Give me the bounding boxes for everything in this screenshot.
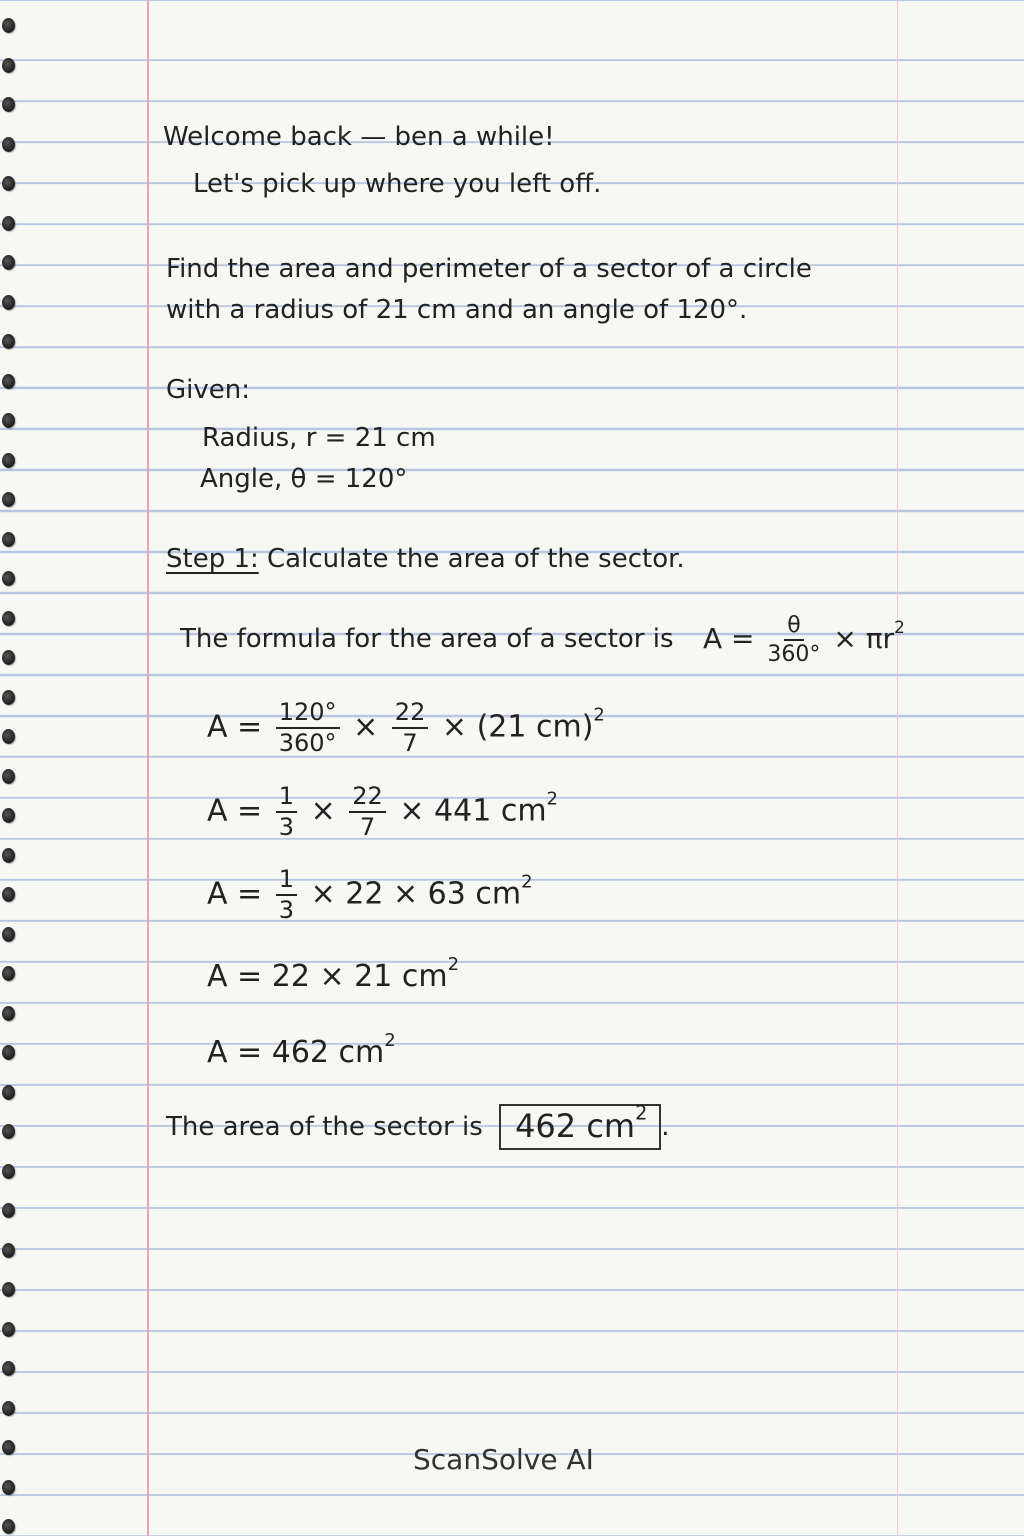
calc-rest: × 22 × 63 cm <box>310 876 522 912</box>
binding-hole <box>2 97 15 112</box>
binding-hole <box>2 1361 15 1376</box>
calc-lhs: A = <box>207 709 263 745</box>
problem-line-2: with a radius of 21 cm and an angle of 120°. <box>166 295 748 325</box>
binding-hole <box>2 966 15 981</box>
binding-hole <box>2 334 15 349</box>
calc-fraction-1 <box>276 784 297 840</box>
spiral-binding <box>0 0 20 1536</box>
calc-rest: 462 cm <box>271 1035 385 1070</box>
binding-hole <box>2 1440 15 1455</box>
calc-row-4 <box>207 953 460 994</box>
footer-brand: ScanSolve AI <box>413 1443 594 1476</box>
fraction-denominator: 3 <box>278 896 295 925</box>
sector-area-formula <box>703 614 905 666</box>
formula-exponent: 2 <box>894 616 905 637</box>
conclusion-period: . <box>661 1112 670 1142</box>
operator: × <box>310 793 336 829</box>
fraction-numerator: 1 <box>276 784 297 813</box>
binding-hole <box>2 1203 15 1218</box>
binding-hole <box>2 729 15 744</box>
binding-hole <box>2 1322 15 1337</box>
answer-exponent: 2 <box>635 1101 648 1125</box>
calc-fraction-2 <box>392 700 429 756</box>
exponent: 2 <box>384 1029 396 1051</box>
binding-hole <box>2 295 15 310</box>
binding-hole <box>2 1519 15 1534</box>
binding-hole <box>2 137 15 152</box>
binding-hole <box>2 1401 15 1416</box>
fraction-numerator: 120° <box>276 700 340 729</box>
binding-hole <box>2 374 15 389</box>
formula-intro: The formula for the area of a sector is <box>180 624 674 654</box>
calc-rest: × 441 cm <box>399 793 547 829</box>
step-1-label: Step 1: <box>166 544 259 574</box>
calc-rest: 22 × 21 cm <box>271 959 448 994</box>
left-margin-line <box>147 0 149 1536</box>
binding-hole <box>2 808 15 823</box>
binding-hole <box>2 611 15 626</box>
binding-hole <box>2 58 15 73</box>
fraction-denominator: 360° <box>278 729 337 758</box>
binding-hole <box>2 1045 15 1060</box>
operator: × <box>353 709 379 745</box>
calc-fraction-1 <box>276 700 340 756</box>
formula-denominator: 360° <box>767 642 821 668</box>
binding-hole <box>2 453 15 468</box>
binding-hole <box>2 1243 15 1258</box>
problem-line-1: Find the area and perimeter of a sector of a circle <box>166 254 812 284</box>
calc-row-3 <box>207 867 533 923</box>
calc-lhs: A = <box>207 793 263 829</box>
fraction-denominator: 3 <box>278 813 295 842</box>
fraction-denominator: 7 <box>402 729 418 758</box>
binding-hole <box>2 255 15 270</box>
binding-hole <box>2 1282 15 1297</box>
calc-rest: × (21 cm) <box>441 709 594 745</box>
binding-hole <box>2 769 15 784</box>
binding-hole <box>2 571 15 586</box>
given-radius: Radius, r = 21 cm <box>202 423 436 453</box>
binding-hole <box>2 1164 15 1179</box>
calc-row-5 <box>207 1029 396 1070</box>
step-1-heading <box>166 546 685 572</box>
binding-hole <box>2 1480 15 1495</box>
calc-lhs: A = <box>207 876 263 912</box>
binding-hole <box>2 18 15 33</box>
calc-lhs: A = <box>207 1035 263 1070</box>
binding-hole <box>2 650 15 665</box>
exponent: 2 <box>546 788 558 810</box>
formula-lhs: A = <box>703 622 755 656</box>
fraction-numerator: 22 <box>392 700 429 729</box>
answer-value: 462 cm <box>515 1107 636 1145</box>
calc-lhs: A = <box>207 959 263 994</box>
greeting-line-1: Welcome back — ben a while! <box>163 122 555 152</box>
fraction-numerator: 1 <box>276 867 297 896</box>
greeting-line-2: Let's pick up where you left off. <box>193 169 602 199</box>
fraction-numerator: 22 <box>349 784 386 813</box>
exponent: 2 <box>521 871 533 893</box>
calc-row-2 <box>207 784 558 840</box>
binding-hole <box>2 927 15 942</box>
answer-box <box>499 1101 661 1150</box>
binding-hole <box>2 413 15 428</box>
binding-hole <box>2 532 15 547</box>
step-1-text: Calculate the area of the sector. <box>267 544 685 574</box>
formula-fraction <box>767 614 820 666</box>
calc-fraction-1 <box>276 867 297 923</box>
fraction-denominator: 7 <box>359 813 376 842</box>
calc-row-1 <box>207 700 605 756</box>
binding-hole <box>2 1006 15 1021</box>
binding-hole <box>2 1085 15 1100</box>
given-angle: Angle, θ = 120° <box>200 464 408 494</box>
formula-rest: × πr <box>833 622 895 656</box>
right-margin-line <box>897 0 898 1536</box>
binding-hole <box>2 690 15 705</box>
binding-hole <box>2 887 15 902</box>
binding-hole <box>2 848 15 863</box>
conclusion <box>166 1101 670 1150</box>
formula-numerator: θ <box>784 614 803 641</box>
calc-fraction-2 <box>349 784 386 840</box>
binding-hole <box>2 176 15 191</box>
exponent: 2 <box>593 704 605 726</box>
binding-hole <box>2 492 15 507</box>
binding-hole <box>2 1124 15 1139</box>
given-heading: Given: <box>166 375 250 405</box>
conclusion-text: The area of the sector is <box>166 1112 483 1142</box>
binding-hole <box>2 216 15 231</box>
exponent: 2 <box>447 953 460 975</box>
